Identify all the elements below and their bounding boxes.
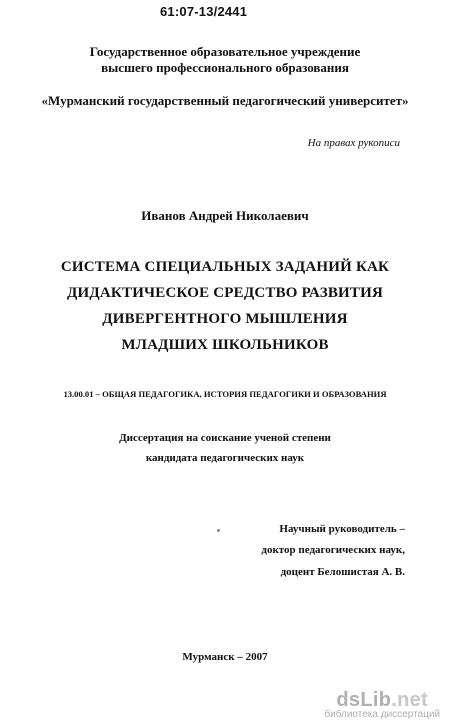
scan-speck	[217, 529, 220, 532]
title-line-1: СИСТЕМА СПЕЦИАЛЬНЫХ ЗАДАНИЙ КАК	[60, 259, 390, 275]
title-line-3: ДИВЕРГЕНТНОГО МЫШЛЕНИЯ	[102, 311, 348, 327]
specialty-code: 13.00.01 – ОБЩАЯ ПЕДАГОГИКА, ИСТОРИЯ ПЕДАГОГИКИ И ОБРАЗОВАНИЯ	[63, 389, 387, 399]
supervisor-line-2: доктор педагогических наук,	[261, 544, 405, 556]
supervisor-line-3: доцент Белошистая А. В.	[280, 566, 405, 578]
author-name: Иванов Андрей Николаевич	[141, 208, 309, 223]
supervisor-line-1: Научный руководитель –	[279, 523, 405, 535]
watermark-logo-main: dsLib	[336, 689, 392, 711]
institution-line-1: Государственное образовательное учреждение	[89, 44, 361, 59]
university-name: «Мурманский государственный педагогический университет»	[41, 93, 409, 108]
title-line-2: ДИДАКТИЧЕСКОЕ СРЕДСТВО РАЗВИТИЯ	[66, 285, 384, 301]
dissertation-line-2: кандидата педагогических наук	[145, 452, 305, 464]
watermark-logo-tld: .net	[391, 689, 429, 711]
rights-note: На правах рукописи	[307, 137, 400, 149]
watermark-subtitle: библиотека диссертаций	[324, 709, 440, 720]
city-year: Мурманск – 2007	[182, 651, 268, 663]
title-line-4: МЛАДШИХ ШКОЛЬНИКОВ	[121, 337, 329, 353]
dslib-watermark	[324, 689, 440, 720]
institution-line-2: высшего профессионального образования	[101, 60, 349, 75]
catalog-number: 61:07-13/2441	[160, 4, 248, 19]
dissertation-line-1: Диссертация на соискание ученой степени	[119, 432, 331, 444]
